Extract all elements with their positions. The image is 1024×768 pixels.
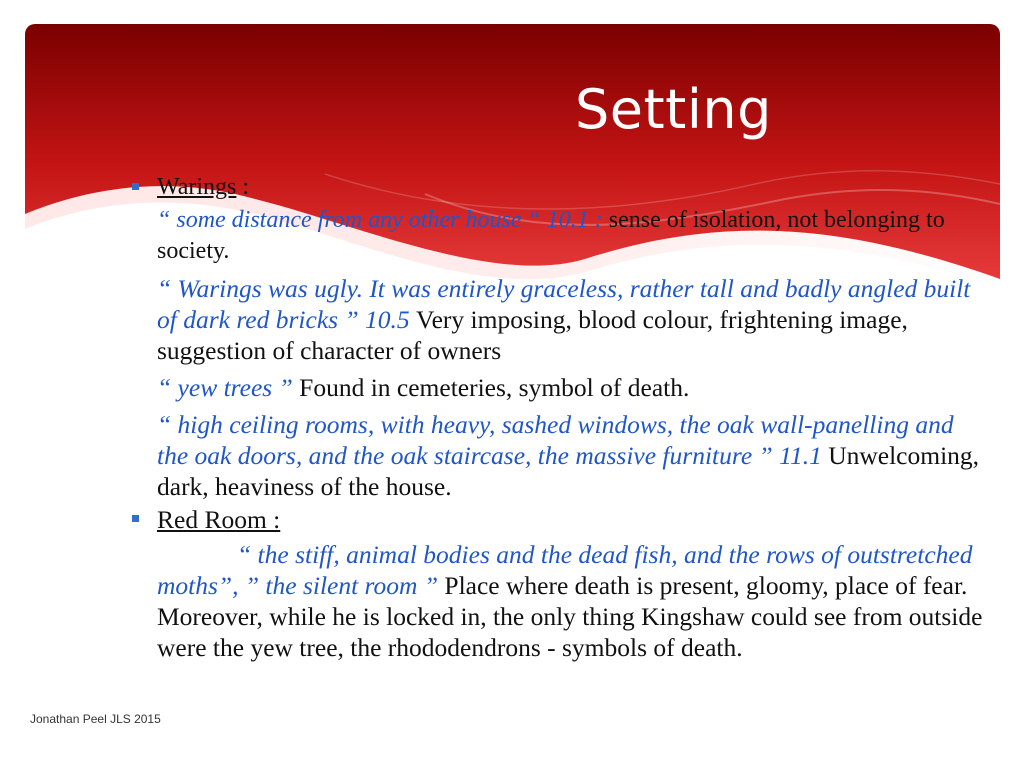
warings-text-4: Unwelcoming, dark, heaviness of the house.: [157, 441, 980, 501]
warings-paragraph-4: [130, 409, 990, 502]
slide-content: [130, 172, 990, 663]
footer-credit: Jonathan Peel JLS 2015: [30, 712, 161, 726]
red-room-heading: Red Room :: [157, 505, 281, 534]
warings-colon: :: [236, 174, 250, 200]
red-room-paragraph: [130, 539, 990, 663]
warings-paragraph-2: [130, 273, 990, 366]
warings-paragraph-3: [130, 372, 990, 403]
warings-text-3: Found in cemeteries, symbol of death.: [299, 373, 690, 402]
bullet-red-room: [130, 504, 990, 535]
warings-text-2: Very imposing, blood colour, frightening image, suggestion of character of owners: [157, 305, 908, 365]
warings-paragraph-1: [130, 205, 990, 267]
square-bullet-icon: [132, 515, 139, 522]
bullet-warings: [130, 172, 990, 203]
warings-quote-4: “ high ceiling rooms, with heavy, sashed windows, the oak wall-panelling and the oak doors, and the oak staircase, the massive furniture ” 11.1: [157, 410, 954, 470]
warings-quote-2: “ Warings was ugly. It was entirely graceless, rather tall and badly angled built of dark red bricks ” 10.5: [157, 274, 971, 334]
red-room-text: Place where death is present, gloomy, place of fear. Moreover, while he is locked in, the only thing Kingshaw could see from outside were the yew tree, the rhododendrons - symbols of death.: [157, 571, 983, 662]
square-bullet-icon: [132, 183, 139, 190]
warings-heading: Warings: [157, 174, 237, 200]
warings-quote-1: “ some distance from any other house “ 10.1 :: [157, 207, 609, 233]
warings-text-1: sense of isolation, not belonging to society.: [157, 207, 945, 264]
slide-title: Setting: [575, 78, 772, 141]
warings-quote-3: “ yew trees ”: [157, 373, 300, 402]
red-room-quote: “ the stiff, animal bodies and the dead fish, and the rows of outstretched moths”, ” the silent room ”: [157, 540, 973, 600]
